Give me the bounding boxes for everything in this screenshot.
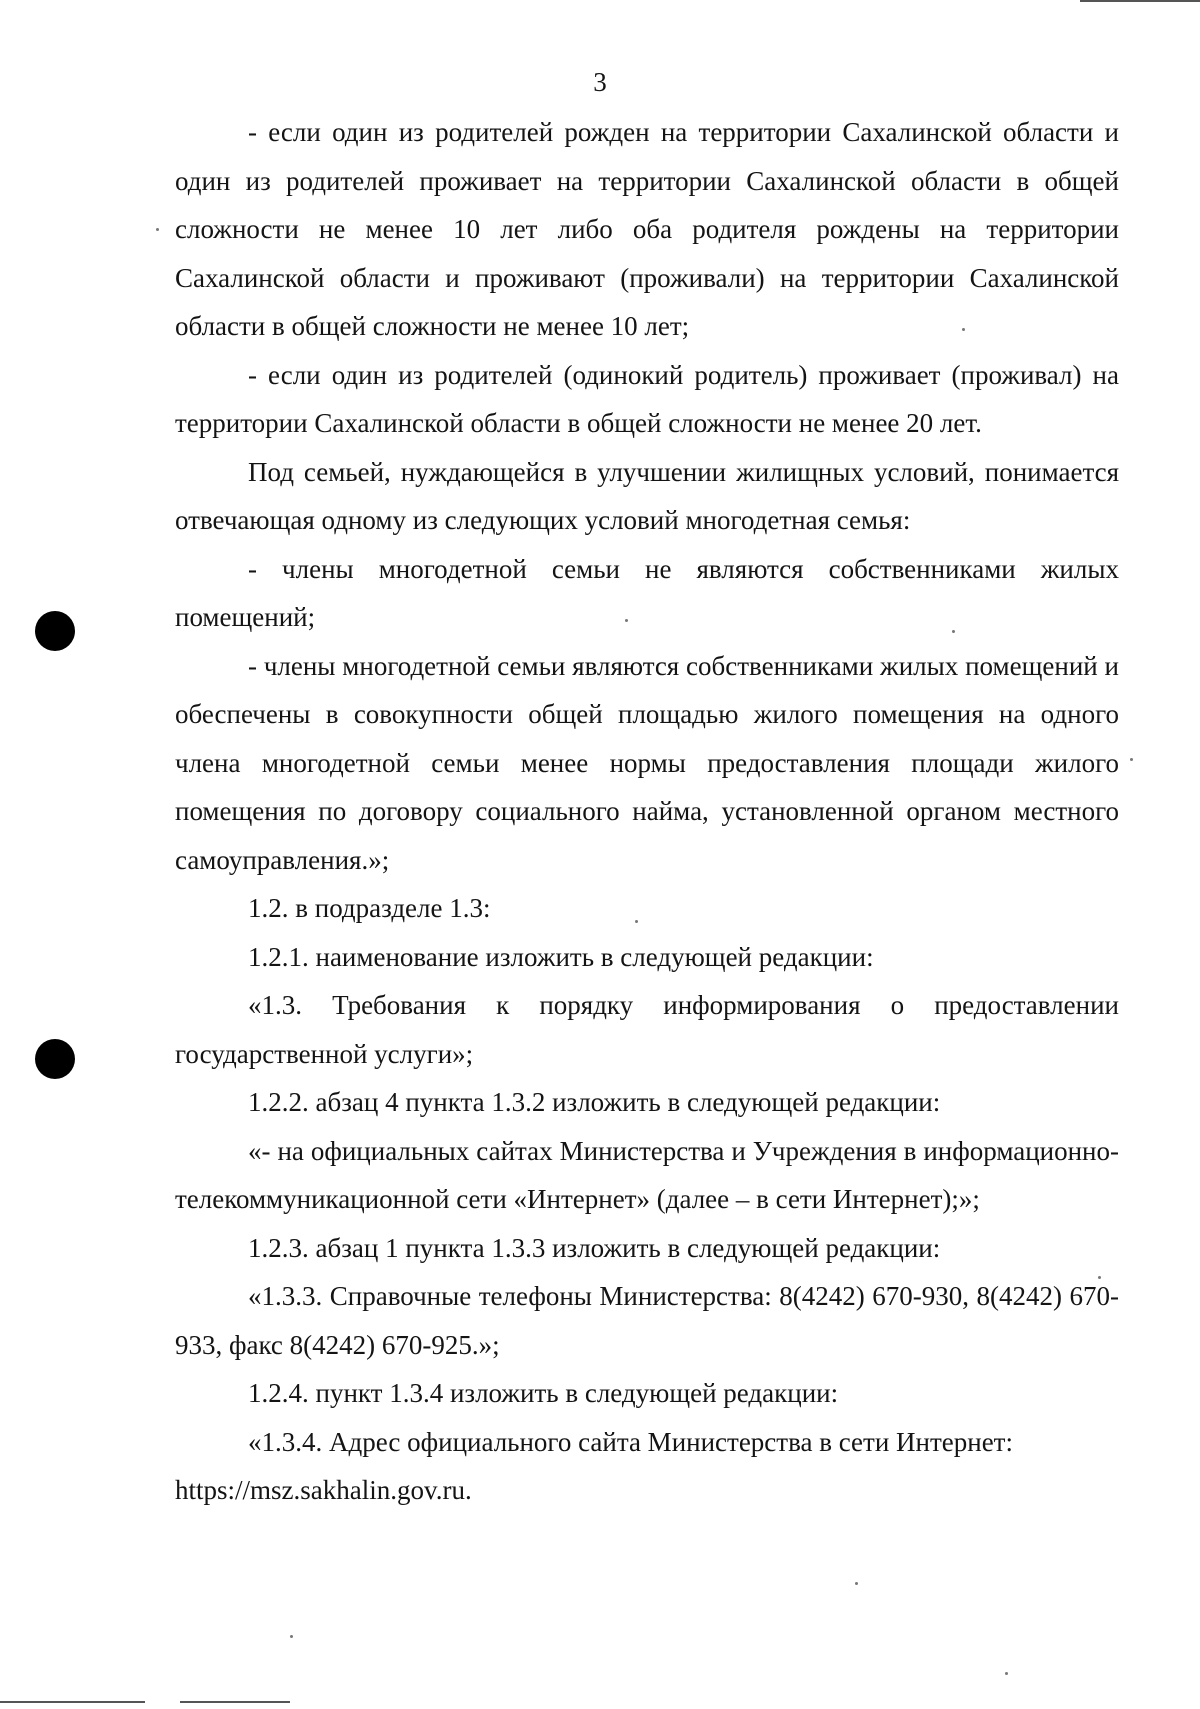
scan-speck [952, 630, 955, 633]
document-body [175, 108, 1119, 1515]
page-number: 3 [593, 67, 607, 97]
paragraph-family-definition: Под семьей, нуждающейся в улучшении жилищных условий, понимается отвечающая одному из следующих условий многодетная семья: [175, 456, 1119, 535]
paragraph-website-address: «1.3.4. Адрес официального сайта Министерства в сети Интернет: https://msz.sakhalin.gov.ru. [175, 1426, 1013, 1505]
paragraph-item-1-2-3: 1.2.3. абзац 1 пункта 1.3.3 изложить в следующей редакции: [248, 1232, 941, 1263]
scan-edge-line [1080, 0, 1200, 2]
paragraph-owners-below-norm: - члены многодетной семьи являются собственниками жилых помещений и обеспечены в совокупности общей площадью жилого помещения на одного члена многодетной семьи менее нормы предоставления площади жилого помещения по договору социального найма, установленной органом местного самоуправления.»; [175, 650, 1119, 875]
scan-speck [625, 619, 628, 622]
scan-speck [1005, 1672, 1008, 1675]
paragraph-item-1-2-1: 1.2.1. наименование изложить в следующей редакции: [248, 941, 874, 972]
paragraph-official-sites: «- на официальных сайтах Министерства и Учреждения в информационно-телекоммуникационной сети «Интернет» (далее – в сети Интернет);»; [175, 1135, 1119, 1214]
scan-edge-line [180, 1701, 290, 1703]
scan-speck [962, 328, 965, 331]
scan-speck [156, 228, 159, 231]
paragraph-parent-born-residence: - если один из родителей рожден на территории Сахалинской области и один из родителей проживает на территории Сахалинской области в общей сложности не менее 10 лет либо оба родителя рождены на территории Сахалинской области и проживают (проживали) на территории Сахалинской области в общей сложности не менее 10 лет; [175, 117, 1119, 341]
scan-speck [1098, 1276, 1101, 1279]
paragraph-item-1-2-4: 1.2.4. пункт 1.3.4 изложить в следующей редакции: [248, 1378, 839, 1408]
scan-speck [855, 1582, 858, 1585]
paragraph-phone-numbers: «1.3.3. Справочные телефоны Министерства: 8(4242) 670-930, 8(4242) 670-933, факс 8(4242) 670-925.»; [175, 1281, 1119, 1360]
paragraph-item-1-2: 1.2. в подразделе 1.3: [248, 893, 491, 923]
paragraph-item-1-2-2: 1.2.2. абзац 4 пункта 1.3.2 изложить в следующей редакции: [248, 1087, 941, 1117]
scan-edge-line [0, 1701, 145, 1703]
scan-speck [290, 1635, 293, 1638]
scan-speck [1130, 758, 1133, 761]
paragraph-not-owners: - члены многодетной семьи не являются собственниками жилых помещений; [175, 553, 1119, 632]
punch-hole [35, 1039, 75, 1079]
punch-hole [35, 611, 75, 651]
paragraph-section-1-3-title: «1.3. Требования к порядку информирования о предоставлении государственной услуги»; [175, 990, 1119, 1069]
scan-speck [635, 920, 638, 923]
paragraph-single-parent-residence: - если один из родителей (одинокий родитель) проживает (проживал) на территории Сахалинской области в общей сложности не менее 20 лет. [175, 359, 1119, 438]
